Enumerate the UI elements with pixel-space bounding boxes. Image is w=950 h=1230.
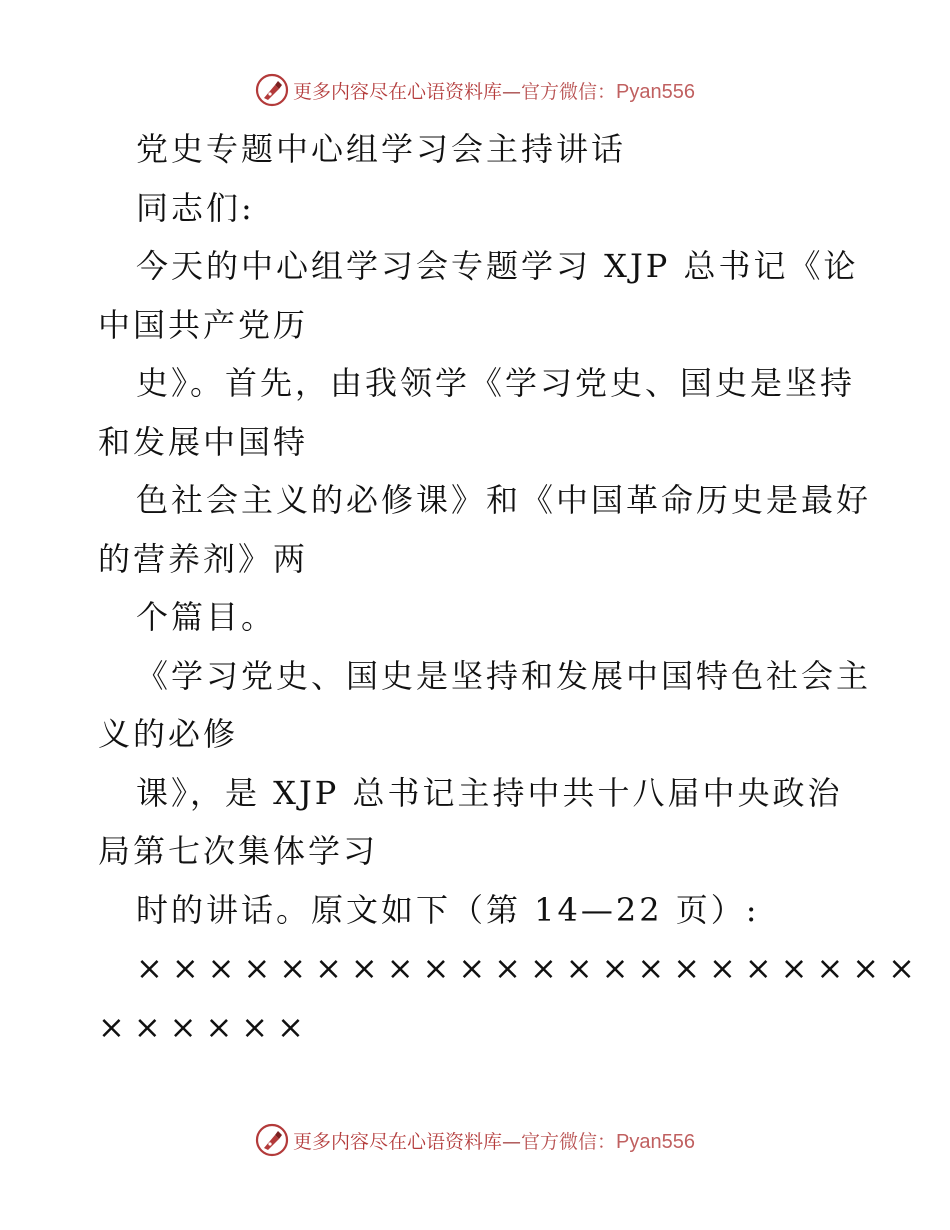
watermark-wechat-label: 官方微信： <box>521 1130 617 1153</box>
document-body <box>98 120 924 1056</box>
paragraph-line: 中国共产党历 <box>98 305 309 344</box>
pen-nib-logo-icon <box>255 1123 289 1157</box>
paragraph-line: 《学习党史、国史是坚持和发展中国特色社会主 <box>136 656 872 695</box>
watermark-dash: — <box>502 1130 522 1153</box>
footer-watermark-banner <box>0 1120 950 1160</box>
watermark-wechat-label: 官方微信： <box>521 80 617 103</box>
pen-nib-logo-icon <box>255 73 289 107</box>
watermark-account: Pyan556 <box>616 1130 695 1153</box>
paragraph-line: 时的讲话。原文如下（第 14—22 页）: <box>136 890 760 929</box>
watermark-dash: — <box>502 80 522 103</box>
placeholder-crosses-line: ×××××× <box>98 1007 313 1046</box>
watermark-account: Pyan556 <box>616 80 695 103</box>
paragraph-line: 今天的中心组学习会专题学习 XJP 总书记《论 <box>136 247 859 285</box>
paragraph-line: 史》。首先，由我领学《学习党史、国史是坚持 <box>136 364 856 402</box>
paragraph-line: 色社会主义的必修课》和《中国革命历史是最好 <box>136 481 872 519</box>
document-title: 党史专题中心组学习会主持讲话 <box>136 130 627 168</box>
watermark-site-text: 更多内容尽在心语资料库 <box>293 80 503 103</box>
placeholder-crosses-line: ×××××××××××××××××××××× <box>136 949 924 987</box>
paragraph-line: 和发展中国特 <box>98 422 309 461</box>
paragraph-line: 局第七次集体学习 <box>98 832 379 870</box>
watermark-site-text: 更多内容尽在心语资料库 <box>293 1130 503 1153</box>
watermark-text <box>293 77 695 104</box>
paragraph-line: 义的必修 <box>98 715 239 753</box>
watermark-text <box>293 1127 695 1154</box>
paragraph-line: 个篇目。 <box>136 598 277 636</box>
paragraph-line: 课》，是 XJP 总书记主持中共十八届中央政治 <box>136 773 843 812</box>
header-watermark-banner <box>0 70 950 110</box>
paragraph-line: 的营养剂》两 <box>98 539 309 578</box>
salutation: 同志们: <box>136 188 255 227</box>
